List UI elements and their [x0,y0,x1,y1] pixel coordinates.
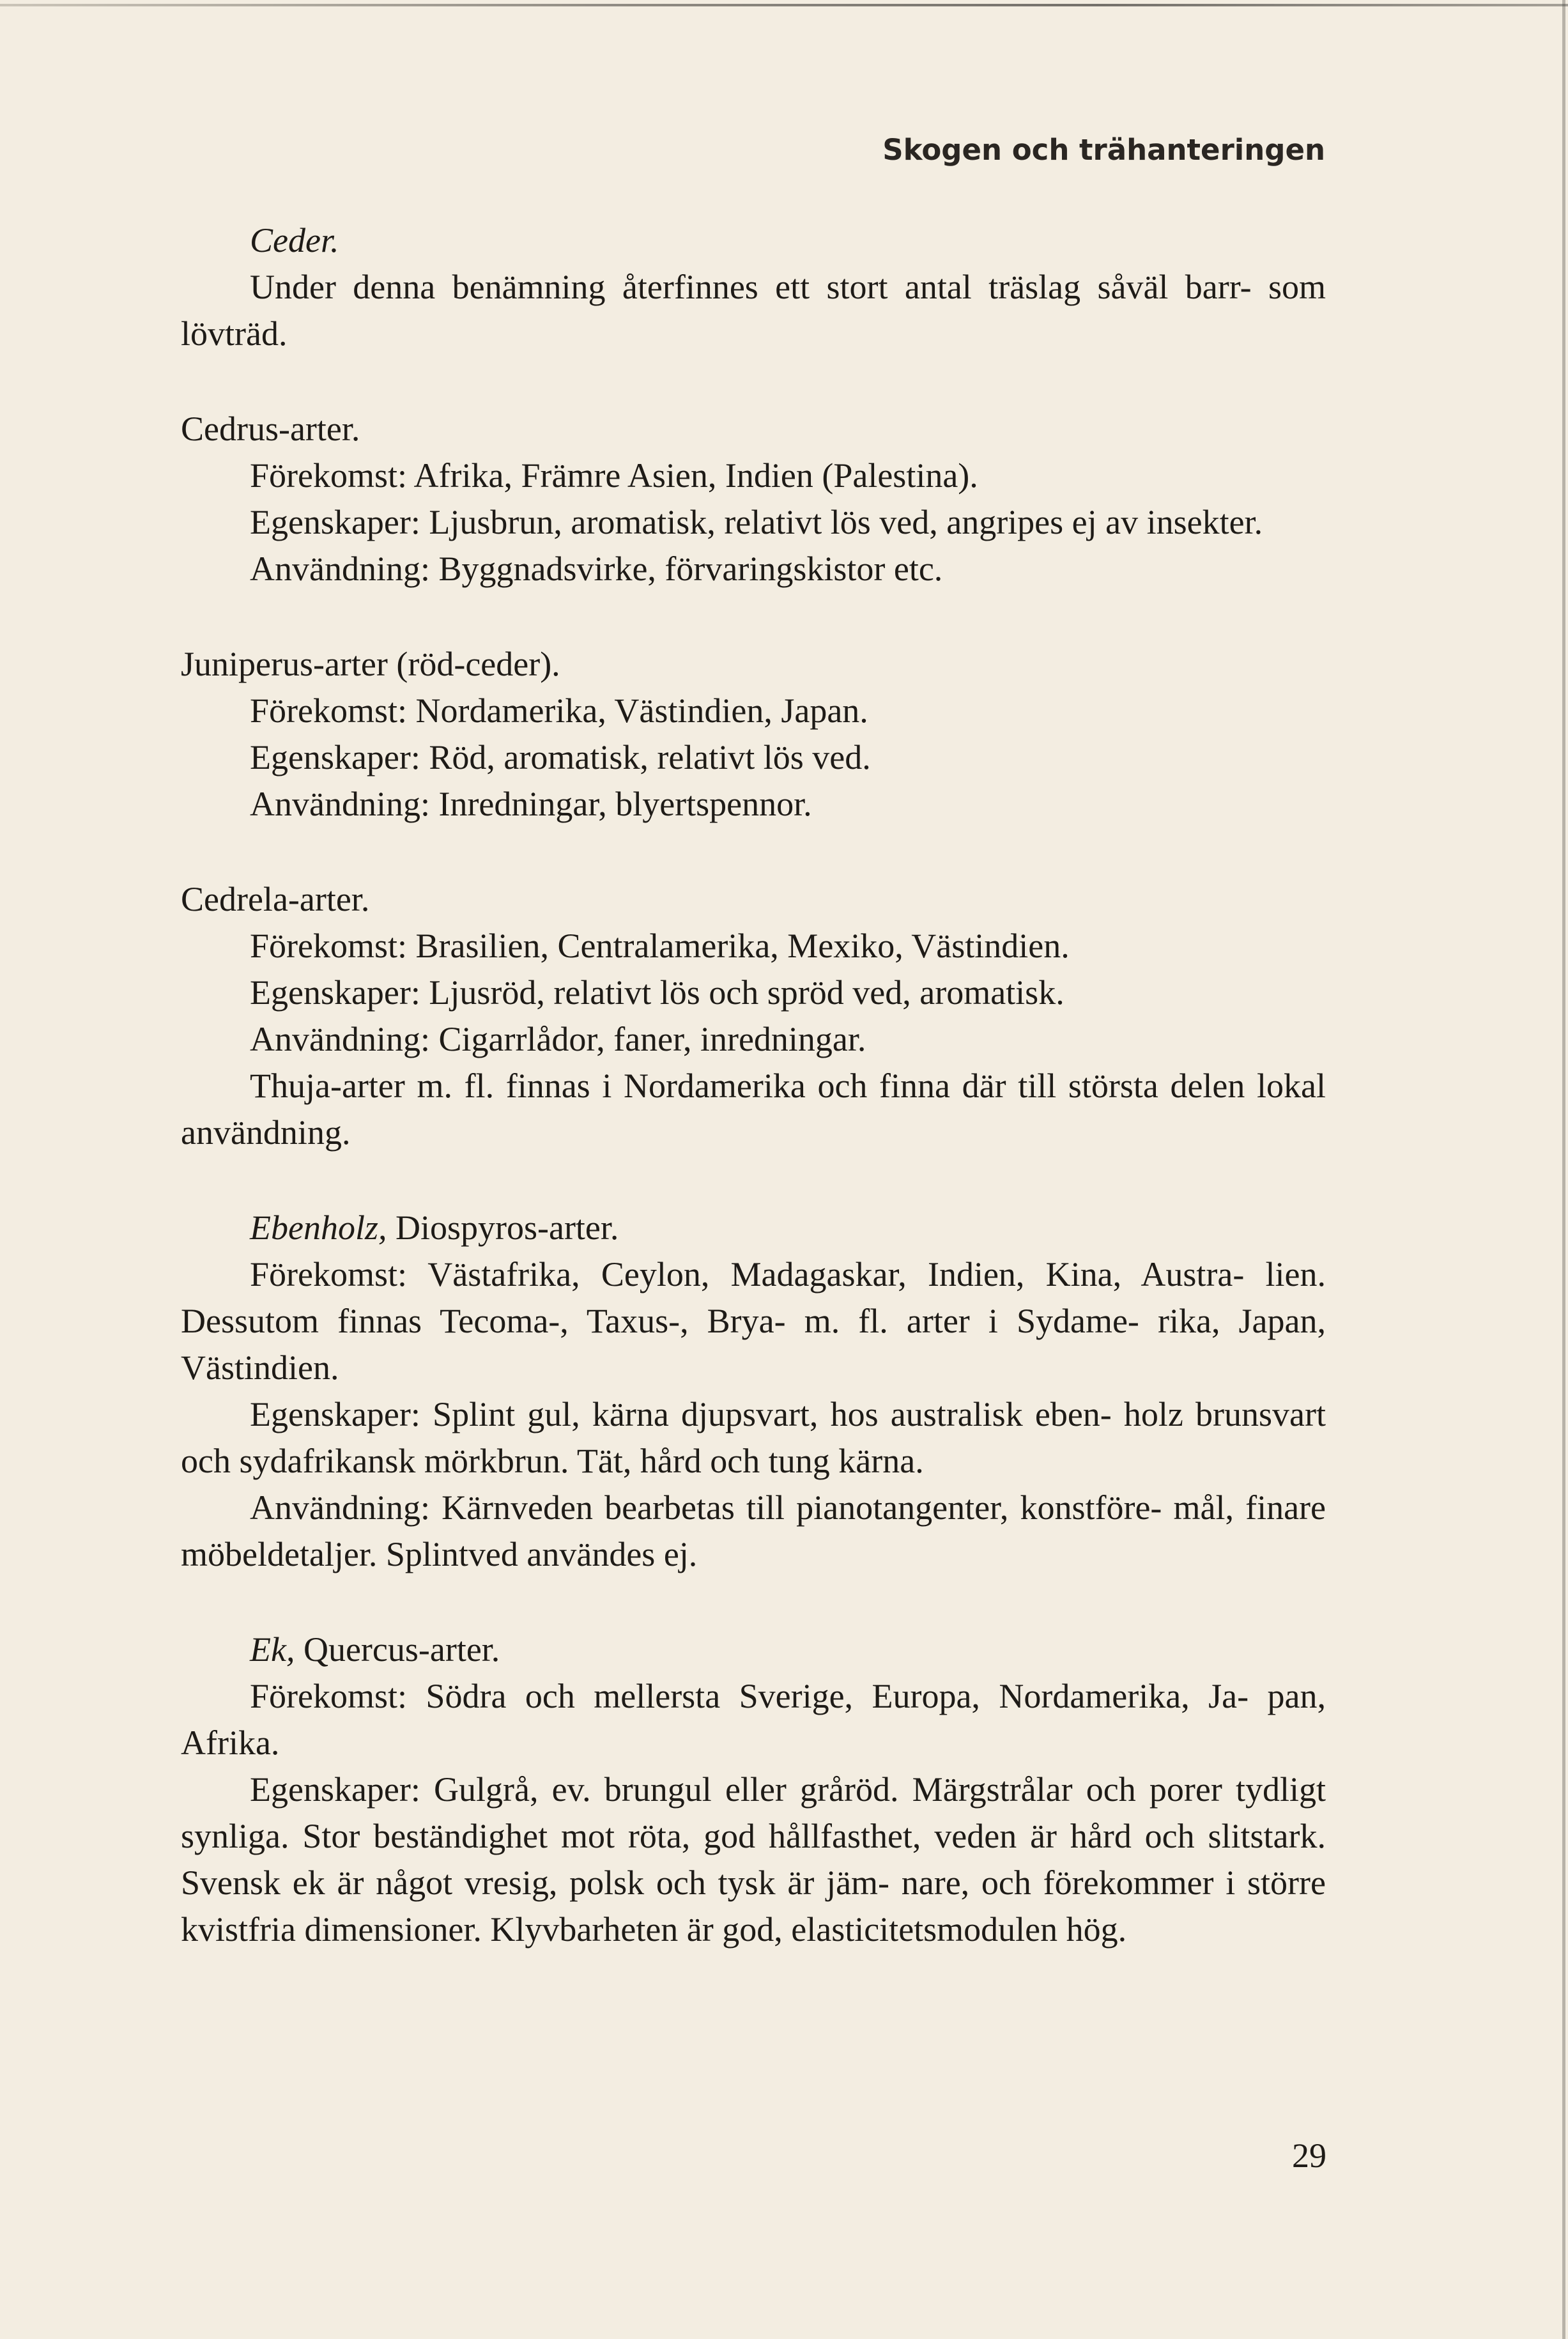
anvandning-line: Användning: Cigarrlådor, faner, inredningar. [250,1020,866,1058]
forekomst-line: Förekomst: Brasilien, Centralamerika, Mexiko, Västindien. [250,927,1070,965]
entry-ceder [181,217,1326,357]
note-line: Thuja-arter m. fl. finnas i Nordamerika och finna där till största delen lokal användning. [181,1067,1326,1152]
entry-ebenholz [181,1205,1326,1578]
entry-description: Under denna benämning återfinnes ett stort antal träslag såväl barr- som lövträd. [181,268,1326,353]
forekomst-line: Förekomst: Södra och mellersta Sverige, Europa, Nordamerika, Ja- pan, Afrika. [181,1677,1326,1762]
entry-title: Ceder. [250,221,339,259]
egenskaper-line: Egenskaper: Ljusbrun, aromatisk, relativt lös ved, angripes ej av insekter. [250,503,1263,541]
scan-top-edge [0,4,1568,6]
running-head: Skogen och trähanteringen [882,133,1325,167]
page-number: 29 [1292,2136,1326,2175]
species-heading: Juniperus-arter (röd-ceder). [181,645,560,683]
entry-juniperus [181,641,1326,828]
egenskaper-line: Egenskaper: Röd, aromatisk, relativt lös ved. [250,738,871,776]
entry-title: Ebenholz, [250,1208,387,1247]
entry-cedrela [181,876,1326,1156]
anvandning-line: Användning: Kärnveden bearbetas till pianotangenter, konstföre- mål, finare möbeldetaljer. Splintved användes ej. [181,1488,1326,1573]
forekomst-line: Förekomst: Afrika, Främre Asien, Indien (Palestina). [250,456,978,495]
egenskaper-line: Egenskaper: Gulgrå, ev. brungul eller gråröd. Märgstrålar och porer tydligt synliga. Stor beständighet mot röta, god hållfasthet, veden är hård och slitstark. Svensk ek är något vresig, polsk och tysk är jäm- nare, och förekommer i större kvistfria dimensioner. Klyvbarheten är god, elasticitetsmodulen hög. [181,1770,1326,1949]
entry-ek [181,1626,1326,1953]
species-heading: Cedrus-arter. [181,410,360,448]
egenskaper-line: Egenskaper: Splint gul, kärna djupsvart, hos australisk eben- holz brunsvart och sydafrikansk mörkbrun. Tät, hård och tung kärna. [181,1395,1326,1480]
forekomst-line: Förekomst: Nordamerika, Västindien, Japan. [250,691,868,730]
entry-title: Ek, [250,1630,295,1669]
body-text [181,217,1326,1953]
forekomst-line: Förekomst: Västafrika, Ceylon, Madagaskar, Indien, Kina, Austra- lien. Dessutom finnas Tecoma-, Taxus-, Brya- m. fl. arter i Sydame- rika, Japan, Västindien. [181,1255,1326,1387]
anvandning-line: Användning: Inredningar, blyertspennor. [250,785,812,823]
anvandning-line: Användning: Byggnadsvirke, förvaringskistor etc. [250,550,943,588]
entry-latin-name: Diospyros-arter. [395,1208,619,1247]
entry-latin-name: Quercus-arter. [303,1630,500,1669]
scan-right-edge [1562,0,1565,2339]
egenskaper-line: Egenskaper: Ljusröd, relativt lös och spröd ved, aromatisk. [250,973,1065,1012]
entry-cedrus [181,406,1326,592]
species-heading: Cedrela-arter. [181,880,370,918]
